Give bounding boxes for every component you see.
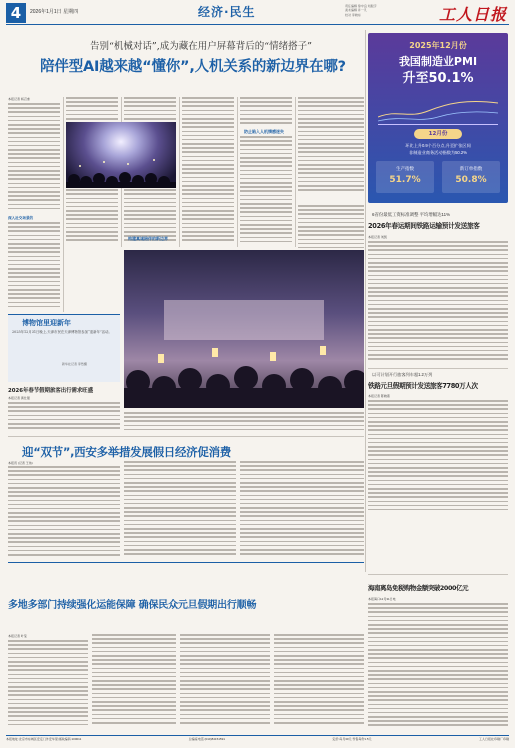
ad-wave-graphic: [378, 89, 498, 125]
right-story1-body-b: [368, 241, 508, 366]
ad-top-label: 2025年12月份: [409, 41, 467, 50]
ad-note-2: 非制造业商务活动指数为50.2%: [409, 150, 467, 155]
right-story2-headline: 铁路元旦假期预计发送旅客7780万人次: [368, 382, 478, 390]
footer-bar: [6, 737, 509, 746]
story-bottom-col-3: [240, 461, 364, 558]
main-body-col-1b: [8, 222, 60, 312]
ad-stat-label: 生产指数: [396, 166, 414, 171]
left-story2-byline: 本报记者 黄仕强: [8, 396, 30, 400]
footer-address: 本报地址:北京市东城区安定门外安华里 邮政编码:100011: [6, 737, 82, 741]
footer-print: 工人日报社印刷厂印刷: [478, 737, 509, 741]
issue-date: 2026年1月1日 星期四: [30, 9, 79, 15]
footer-tel: 总编室电话:(010)84151591: [188, 737, 225, 741]
right-story2-body: [368, 400, 508, 516]
footer-price: 定价:每月30元 零售每份1.5元: [332, 737, 372, 741]
section-title: 经济·民生: [198, 5, 256, 19]
caption-text: 2025年12月31日晚上,天津市民在天津博物馆参加“迎新年”活动。: [12, 330, 112, 334]
concert-photo: [66, 122, 176, 188]
main-body-col-5b: [240, 136, 292, 247]
museum-caption: [12, 330, 116, 335]
footer-story-col-1: [8, 640, 88, 730]
left-story2-body: [8, 402, 120, 432]
ad-stat-card: [442, 161, 500, 193]
main-byline: 本报记者 杨召奎: [8, 97, 30, 101]
editor-line: 校对 李晓东: [345, 12, 361, 17]
ad-note-1: 环比上升0.9个百分点,升至扩张区间: [405, 143, 471, 148]
page-number-badge: [6, 3, 26, 23]
section-rule: [8, 562, 364, 563]
ad-stat-value: 51.7%: [389, 175, 421, 185]
main-body-col-1: [8, 103, 60, 213]
crowd-graphic: [66, 122, 176, 188]
column-rule: [237, 97, 238, 247]
newspaper-logo: 工人日报: [438, 5, 507, 24]
ad-badge: 12月份: [414, 129, 462, 139]
editor-credits: [345, 4, 435, 17]
section-rule: [8, 436, 364, 437]
footer-story-byline: 本报记者 叶莹: [8, 634, 27, 638]
below-photo-body: [124, 412, 364, 434]
ad-stat-card: [376, 161, 434, 193]
right-story2-kicker: 以可计划开行旅客列车超1.2万列: [372, 372, 433, 377]
museum-photo: [124, 250, 364, 408]
left-story2-headline: 2026年春节假期旅客出行需求旺盛: [8, 388, 94, 394]
story-bottom-col-1: [8, 466, 120, 558]
footer-story-headline: 多地多部门持续强化运能保障 确保民众元旦假期出行顺畅: [8, 600, 257, 611]
sub-heading-mid: 构建真诚陪伴的新边界: [128, 236, 168, 241]
footer-story-col-4: [274, 634, 364, 730]
column-rule: [295, 97, 296, 247]
main-body-col-5: [240, 97, 292, 127]
ad-title: 我国制造业PMI: [398, 55, 478, 68]
sub-heading-right: 防止陷入人机情感迷失: [244, 129, 284, 134]
right-story1-byline: 本报记者 刘凯: [368, 235, 387, 239]
ad-stat-label: 新订单指数: [459, 166, 483, 171]
main-kicker: 告别“机械对话”,成为藏在用户屏幕背后的“情绪搭子”: [90, 41, 312, 52]
museum-credit: 新华社记者 李然摄: [62, 362, 87, 366]
footer-story-col-3: [180, 634, 270, 730]
header-rule: [6, 24, 509, 25]
right-story3-body: [368, 603, 508, 731]
right-story3-headline: 海南离岛免税购物金额突破2000亿元: [368, 584, 469, 592]
right-story3-byline: 本报海口12月31日电: [368, 597, 396, 601]
story-bottom-col-2: [124, 461, 236, 558]
footer-rule: [6, 735, 509, 736]
ad-rise: 升至50.1%: [402, 71, 474, 86]
story-bottom-headline: 迎“双节”,西安多举措发展假日经济促消费: [22, 445, 231, 459]
main-headline: 陪伴型AI越来越“懂你”,人机关系的新边界在哪?: [40, 59, 346, 75]
pmi-ad: [368, 33, 508, 203]
section-rule: [368, 574, 508, 575]
footer-story-col-2: [92, 634, 176, 730]
ad-chart-area: [378, 89, 498, 125]
editor-line: 责任编辑 徐中良 刘振宇: [345, 4, 377, 8]
page-number: 4: [10, 4, 22, 22]
right-story1-headline: 2026年春运期间铁路运输预计发送旅客: [368, 222, 480, 230]
main-body-col-6: [298, 97, 364, 197]
museum-headline: 博物馆里迎新年: [22, 319, 71, 327]
column-rule: [179, 97, 180, 247]
sub-heading-left: 深入社交场景的: [8, 216, 34, 220]
story-bottom-byline: 本报讯 (记者 王伟): [8, 461, 33, 465]
museum-scene-graphic: [124, 250, 364, 408]
section-rule: [368, 368, 508, 369]
ad-stat-value: 50.8%: [455, 175, 487, 185]
column-rule: [365, 30, 366, 572]
right-story1-kicker: 6省份最低工资标准调整 平均增幅达11%: [372, 212, 450, 217]
editor-line: 美术编辑 许一凡: [345, 8, 367, 13]
main-body-col-4: [182, 97, 234, 247]
right-story2-byline: 本报记者 陈晓燕: [368, 394, 390, 398]
column-rule: [63, 97, 64, 312]
